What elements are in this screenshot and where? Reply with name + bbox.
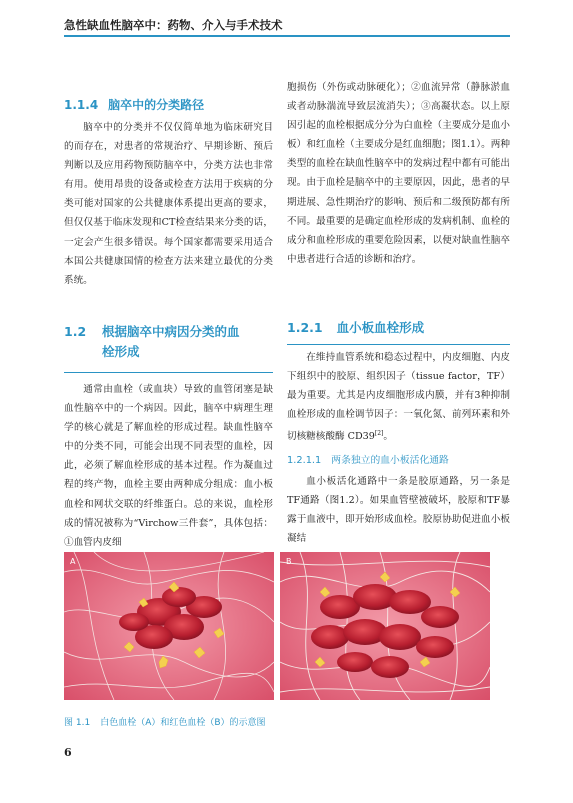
section-heading-1-2-1-1 xyxy=(287,452,510,466)
section-number: 1.1.4 xyxy=(64,98,99,112)
paragraph: 脑卒中的分类并不仅仅简单地为临床研究目的而存在，对患者的常规治疗、早期诊断、预后判断以及应用药物预防脑卒中，分类方法也非常有用。使用昂贵的设备或检查方法用于疾病的分类可能对国家的公共健康体系提出更高的要求，但仅仅基于临床发现和CT检查结果来分类的话，一定会产生很多错误。每个国家都需要采用适合本国公共健康国情的检查方法来建立最优的分类系统。 xyxy=(64,122,273,286)
paragraph-end: 。 xyxy=(383,431,393,443)
section-rule xyxy=(287,344,510,345)
page-number: 6 xyxy=(64,746,72,759)
citation: [2] xyxy=(374,430,384,438)
paragraph: 通常由血栓（或血块）导致的血管闭塞是缺血性脑卒中的一个病因。因此，脑卒中病理生理学的核心就是了解血栓的形成过程。缺血性脑卒中的分类不同，可能会出现不同表型的血栓，因此，必须了解血栓形成的基本过程。作为凝血过程的终产物，血栓主要由两种成分组成：血小板血栓和网状交联的纤维蛋白。总的来说，血栓形成的情况被称为“Virchow三件套”，具体包括：①血管内皮细 xyxy=(64,384,273,548)
panel-label-b: B xyxy=(286,557,292,566)
caption-number: 图 1.1 xyxy=(64,718,91,728)
section-number: 1.2 xyxy=(64,324,87,339)
header-rule xyxy=(64,35,510,37)
section-number: 1.2.1 xyxy=(287,320,323,335)
paragraph xyxy=(287,348,510,447)
figure-panel-b-red-thrombus xyxy=(280,552,490,700)
section-heading-1-2-1 xyxy=(287,318,510,336)
section-title: 血小板血栓形成 xyxy=(336,320,425,335)
section-heading-1-1-4 xyxy=(64,96,273,113)
paragraph: 血小板活化通路中一条是胶原通路，另一条是TF通路（图1.2）。如果血管壁被破坏，胶原和TF暴露于血液中，即开始形成血栓。胶原协助促进血小板凝结 xyxy=(287,476,510,545)
section-rule xyxy=(64,372,273,373)
section-title: 两条独立的血小板活化通路 xyxy=(331,455,449,466)
section-heading-1-2 xyxy=(64,322,273,362)
section-title: 脑卒中的分类路径 xyxy=(108,98,205,112)
figure-caption xyxy=(64,715,510,728)
left-column-text-2 xyxy=(64,380,273,552)
paragraph-body: 在维持血管系统和稳态过程中，内皮细胞、内皮下组织中的胶原、组织因子（tissue factor，TF）最为重要。尤其是内皮细胞形成内膜，并有3种抑制血栓形成的血栓调节因子：一氧化氮、前列环素和外切核糖核酸酶 CD39 xyxy=(287,352,510,443)
red-thrombus-illustration xyxy=(280,552,490,700)
section-title-line-2: 栓形成 xyxy=(102,344,140,359)
running-header: 急性缺血性脑卒中：药物、介入与手术技术 xyxy=(64,18,283,32)
right-column-text-1 xyxy=(287,78,510,269)
panel-label-a: A xyxy=(70,557,76,566)
right-column-text-3 xyxy=(287,472,510,548)
paragraph: 胞损伤（外伤或动脉硬化）；②血流异常（静脉淤血或者动脉湍流导致层流消失）；③高凝状态。以上原因引起的血栓根据成分分为白血栓（主要成分是血小板）和红血栓（主要成分是红血细胞；图1.1）。两种类型的血栓在缺血性脑卒中的发病过程中都有可能出现。由于血栓是脑卒中的主要原因，因此，患者的早期进展、急性期治疗的影响、预后和二级预防都有所不同。最重要的是确定血栓形成的发病机制、血栓的成分和血栓形成的重要危险因素，以便对缺血性脑卒中患者进行合适的诊断和治疗。 xyxy=(287,82,510,265)
caption-text: 白色血栓（A）和红色血栓（B）的示意图 xyxy=(100,718,266,728)
right-column-text-2 xyxy=(287,348,510,447)
section-number: 1.2.1.1 xyxy=(287,455,322,466)
figure-panel-a-white-thrombus xyxy=(64,552,274,700)
section-title-line-1: 根据脑卒中病因分类的血 xyxy=(102,324,240,339)
white-thrombus-illustration xyxy=(64,552,274,700)
figure-1-1 xyxy=(64,552,490,700)
left-column-text-1 xyxy=(64,118,273,290)
